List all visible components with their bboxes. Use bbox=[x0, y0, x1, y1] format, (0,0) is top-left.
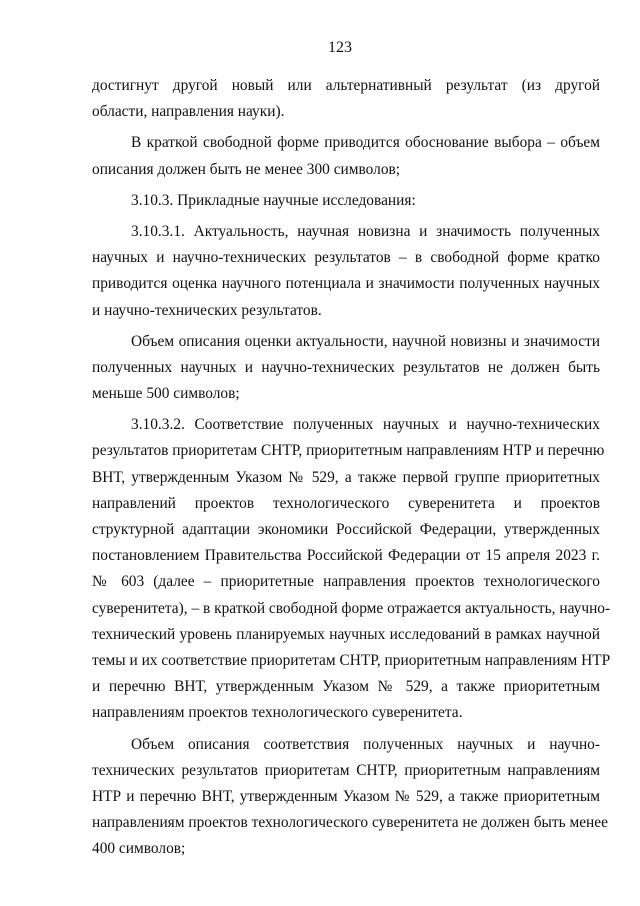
text-line: 3.10.3.1. Актуальность, научная новизна и значимость полученных bbox=[131, 222, 600, 240]
text-line: приводится оценка научного потенциала и значимости полученных научных bbox=[92, 275, 600, 293]
text-line: структурной адаптации экономики Российской Федерации, утвержденных bbox=[92, 521, 600, 538]
paragraph bbox=[92, 412, 611, 726]
text-line: Объем описания соответствия полученных научных и научно- bbox=[131, 735, 600, 753]
text-line: 400 символов; bbox=[92, 840, 186, 858]
paragraph bbox=[92, 73, 600, 125]
text-line: направлений проектов технологического суверенитета и проектов bbox=[92, 494, 600, 512]
paragraph bbox=[92, 188, 600, 214]
paragraph bbox=[92, 732, 608, 863]
text-line: НТР и перечню ВНТ, утвержденным Указом № 529, а также приоритетным bbox=[92, 787, 600, 805]
paragraph bbox=[92, 329, 600, 408]
text-line: 3.10.3. Прикладные научные исследования: bbox=[131, 191, 416, 209]
text-line: технических результатов приоритетам СНТР, приоритетным направлениям bbox=[92, 761, 600, 779]
paragraph bbox=[92, 130, 600, 182]
text-line: темы и их соответствие приоритетам СНТР, приоритетным направлениям НТР bbox=[92, 651, 611, 669]
text-line: Объем описания оценки актуальности, научной новизны и значимости bbox=[131, 332, 600, 350]
text-line: меньше 500 символов; bbox=[92, 385, 240, 403]
text-line: ВНТ, утвержденным Указом № 529, а также первой группе приоритетных bbox=[92, 468, 600, 486]
text-line: и перечню ВНТ, утвержденным Указом № 529, а также приоритетным bbox=[92, 678, 600, 696]
text-line: достигнут другой новый или альтернативный результат (из другой bbox=[92, 77, 600, 94]
text-line: 3.10.3.2. Соответствие полученных научных и научно-технических bbox=[131, 416, 600, 434]
text-line: результатов приоритетам СНТР, приоритетным направлениям НТР и перечню bbox=[92, 442, 605, 460]
text-line: В краткой свободной форме приводится обоснование выбора – объем bbox=[131, 134, 600, 152]
text-line: и научно-технических результатов. bbox=[92, 301, 322, 319]
text-line: полученных научных и научно-технических результатов не должен быть bbox=[92, 358, 600, 376]
text-line: научных и научно-технических результатов – в свободной форме кратко bbox=[92, 249, 600, 267]
text-line: описания должен быть не менее 300 символов; bbox=[92, 160, 401, 178]
text-line: области, направления науки). bbox=[92, 103, 285, 121]
text-line: направлениям проектов технологического суверенитета. bbox=[92, 704, 463, 722]
text-line: технический уровень планируемых научных исследований в рамках научной bbox=[92, 625, 600, 643]
text-line: № 603 (далее – приоритетные направления проектов технологического bbox=[92, 573, 600, 591]
text-line: постановлением Правительства Российской Федерации от 15 апреля 2023 г. bbox=[92, 547, 600, 565]
text-line: суверенитета), – в краткой свободной форме отражается актуальность, научно- bbox=[92, 599, 611, 617]
paragraph bbox=[92, 219, 600, 324]
text-line: направлениям проектов технологического суверенитета не должен быть менее bbox=[92, 814, 608, 832]
document-body bbox=[92, 73, 611, 862]
page-number: 123 bbox=[328, 39, 352, 56]
